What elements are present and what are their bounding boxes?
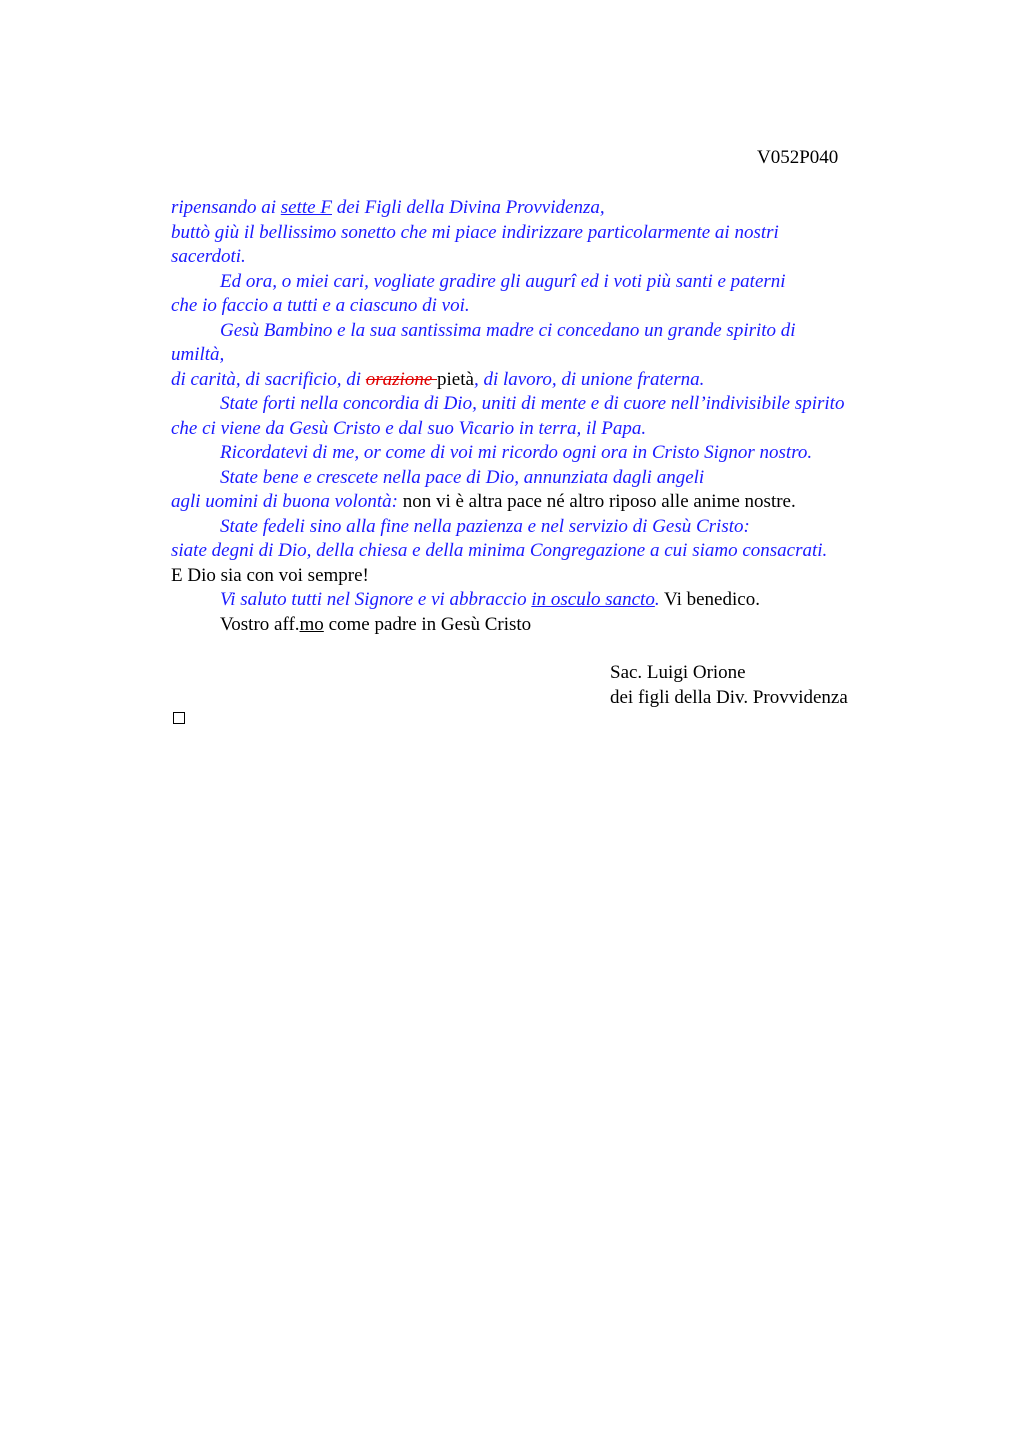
text-line-17: Vi saluto tutti nel Signore e vi abbraccio in osculo sancto. Vi benedico. xyxy=(220,589,760,610)
text-line-13: agli uomini di buona volontà: non vi è altra pace né altro riposo alle anime nostre. xyxy=(171,491,796,512)
text-line-16: E Dio sia con voi sempre! xyxy=(171,564,369,586)
text-line-4: Ed ora, o miei cari, vogliate gradire gli augurî ed i voti più santi e paterni xyxy=(220,270,786,292)
text-line-5: che io faccio a tutti e a ciascuno di voi. xyxy=(171,295,470,316)
signature-name: Sac. Luigi Orione xyxy=(610,662,746,683)
inserted-word: pietà xyxy=(437,368,474,390)
text-line-1: ripensando ai sette F dei Figli della Divina Provvidenza, xyxy=(171,197,605,218)
text-line-11: Ricordatevi di me, or come di voi mi ricordo ogni ora in Cristo Signor nostro. xyxy=(220,442,813,463)
underlined-phrase: in osculo sancto xyxy=(531,589,655,610)
text-line-15: siate degni di Dio, della chiesa e della minima Congregazione a cui siamo consacrati. xyxy=(171,540,828,561)
text-line-18: Vostro aff.mo come padre in Gesù Cristo xyxy=(220,613,532,635)
deleted-word: orazione xyxy=(365,368,437,390)
signature-block xyxy=(610,661,848,710)
text-line-8: di carità, di sacrificio, di orazione pietà, di lavoro, di unione fraterna. xyxy=(171,368,705,390)
page-reference: V052P040 xyxy=(757,147,839,168)
text-line-6: Gesù Bambino e la sua santissima madre ci concedano un grande spirito di xyxy=(220,319,796,341)
text-line-9: State forti nella concordia di Dio, uniti di mente e di cuore nell’indivisibile spirito xyxy=(220,393,845,414)
square-symbol-icon xyxy=(173,712,185,724)
text-line-14: State fedeli sino alla fine nella pazienza e nel servizio di Gesù Cristo: xyxy=(220,515,750,537)
underlined-abbrev: mo xyxy=(299,613,324,635)
text-line-3: sacerdoti. xyxy=(171,246,246,267)
text-line-10: che ci viene da Gesù Cristo e dal suo Vicario in terra, il Papa. xyxy=(171,417,647,439)
signature-title: dei figli della Div. Provvidenza xyxy=(610,686,848,708)
text-line-12: State bene e crescete nella pace di Dio, annunziata dagli angeli xyxy=(220,466,705,488)
text-line-7: umiltà, xyxy=(171,344,225,365)
text-line-2: buttò giù il bellissimo sonetto che mi piace indirizzare particolarmente ai nostri xyxy=(171,221,779,243)
underlined-phrase: sette F xyxy=(280,197,332,218)
letter-body xyxy=(171,196,911,637)
